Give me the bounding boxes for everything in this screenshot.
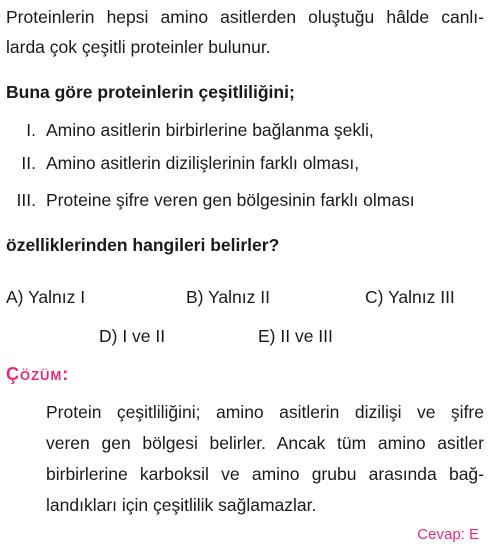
question-intro-line1: Proteinlerin hepsi amino asitlerden oluştuğu hâlde canlı- [6, 7, 484, 27]
question-closing: özelliklerinden hangileri belirler? [6, 235, 280, 255]
question-prompt: Buna göre proteinlerin çeşitliliğini; [6, 82, 295, 102]
option-e[interactable]: E) II ve III [258, 326, 333, 346]
statement-3: Proteine şifre veren gen bölgesinin farklı olması [46, 190, 415, 210]
option-d[interactable]: D) I ve II [99, 326, 166, 346]
statement-number-3: III. [16, 190, 36, 210]
statement-1: Amino asitlerin birbirlerine bağlanma şekli, [46, 120, 374, 140]
option-c[interactable]: C) Yalnız III [365, 287, 455, 307]
question-intro-line2: larda çok çeşitli proteinler bulunur. [6, 37, 271, 57]
solution-line-3: birbirlerine karboksil ve amino grubu arasında bağ- [46, 464, 484, 484]
statement-2: Amino asitlerin dizilişlerinin farklı olması, [46, 153, 360, 173]
statement-number-2: II. [21, 153, 36, 173]
solution-line-2: veren gen bölgesi belirler. Ancak tüm amino asitler [46, 433, 484, 453]
option-b[interactable]: B) Yalnız II [186, 287, 270, 307]
solution-line-4: landıkları için çeşitlilik sağlamazlar. [46, 495, 317, 515]
solution-heading: Çözüm: [6, 364, 70, 384]
option-a[interactable]: A) Yalnız I [6, 287, 86, 307]
statement-number-1: I. [26, 120, 36, 140]
solution-line-1: Protein çeşitliliğini; amino asitlerin dizilişi ve şifre [46, 402, 484, 422]
answer-key: Cevap: E [417, 526, 479, 543]
